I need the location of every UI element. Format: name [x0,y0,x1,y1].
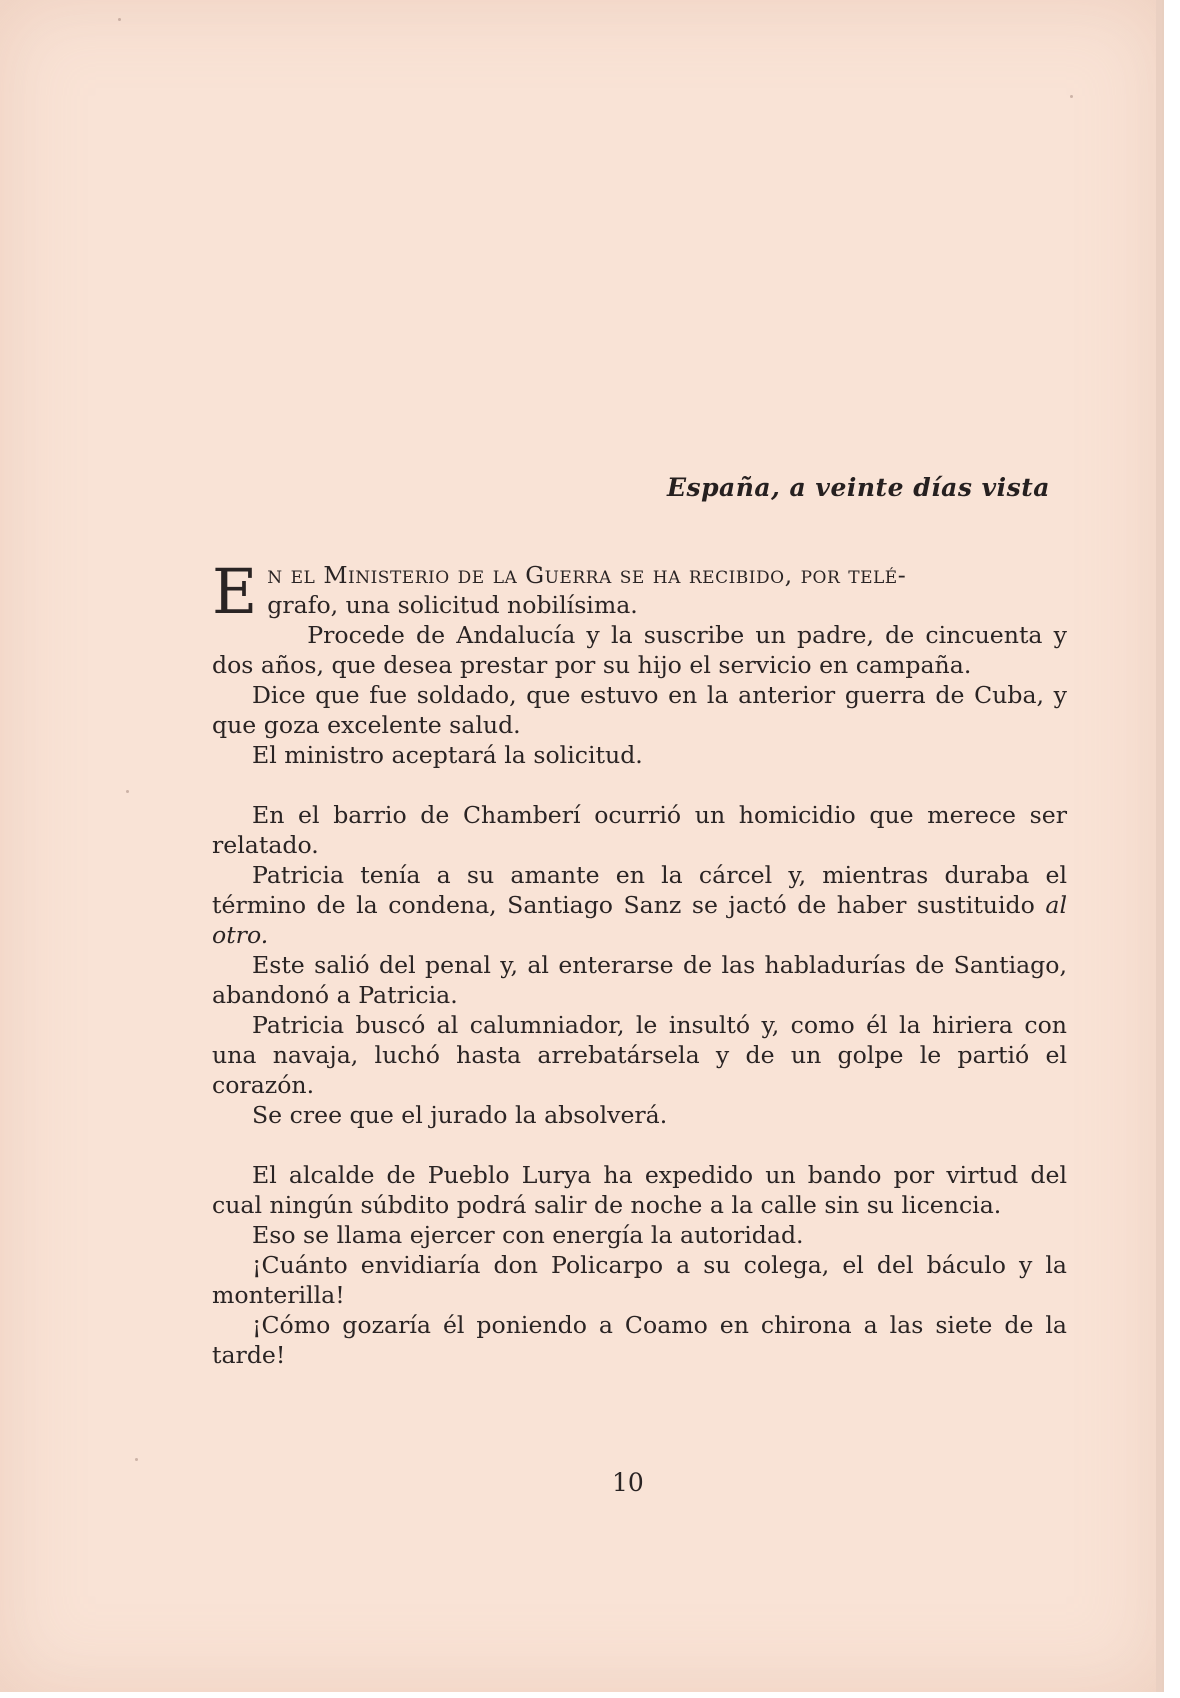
section-gap [212,1130,1067,1160]
paper-speck [118,18,121,21]
paragraph: Se cree que el jurado la absolverá. [252,1101,668,1129]
paragraph: El alcalde de Pueblo Lurya ha expedido un bando por virtud del cual ningún súbdito podrá salir de noche a la calle sin su licencia. [212,1161,1067,1219]
paragraph [212,860,1067,950]
paper-speck [126,790,129,793]
article-pueblo-lurya [212,1160,1067,1370]
paragraph: El ministro aceptará la solicitud. [252,741,643,769]
article-ministerio [212,555,1067,770]
section-gap [212,770,1067,800]
lead-paragraph [212,555,1067,628]
paragraph: ¡Cuánto envidiaría don Policarpo a su colega, el del báculo y la monterilla! [212,1251,1067,1309]
page-number: 10 [612,1468,644,1497]
paragraph: Patricia buscó al calumniador, le insultó y, como él la hiriera con una navaja, luchó hasta arrebatársela y de un golpe le partió el corazón. [212,1011,1067,1099]
drop-cap: E [212,555,258,628]
paper-speck [1070,95,1073,98]
paragraph: En el barrio de Chamberí ocurrió un homicidio que merece ser relatado. [212,801,1067,859]
lead-rest: grafo, una solicitud nobilísima. [267,591,638,619]
article-section-title: España, a veinte días vista [666,473,1050,502]
article-chamberi [212,800,1067,1130]
italic-phrase: al otro. [212,891,1068,949]
paragraph: ¡Cómo gozaría él poniendo a Coamo en chirona a las siete de la tarde! [212,1311,1067,1369]
paragraph: Eso se llama ejercer con energía la autoridad. [252,1221,804,1249]
lead-smallcaps: n el Ministerio de la Guerra se ha recibido, por telé- [267,561,907,589]
paragraph: Dice que fue soldado, que estuvo en la anterior guerra de Cuba, y que goza excelente salud. [212,681,1067,739]
paper-speck [135,1458,138,1461]
article-body [212,555,1068,1370]
paragraph: Este salió del penal y, al enterarse de las habladurías de Santiago, abandonó a Patricia. [212,951,1067,1009]
paragraph: Procede de Andalucía y la suscribe un padre, de cincuenta y dos años, que desea prestar por su hijo el servicio en campaña. [212,621,1067,679]
paragraph-text: Patricia tenía a su amante en la cárcel y, mientras duraba el término de la condena, Santiago Sanz se jactó de haber sustituido [212,861,1067,919]
